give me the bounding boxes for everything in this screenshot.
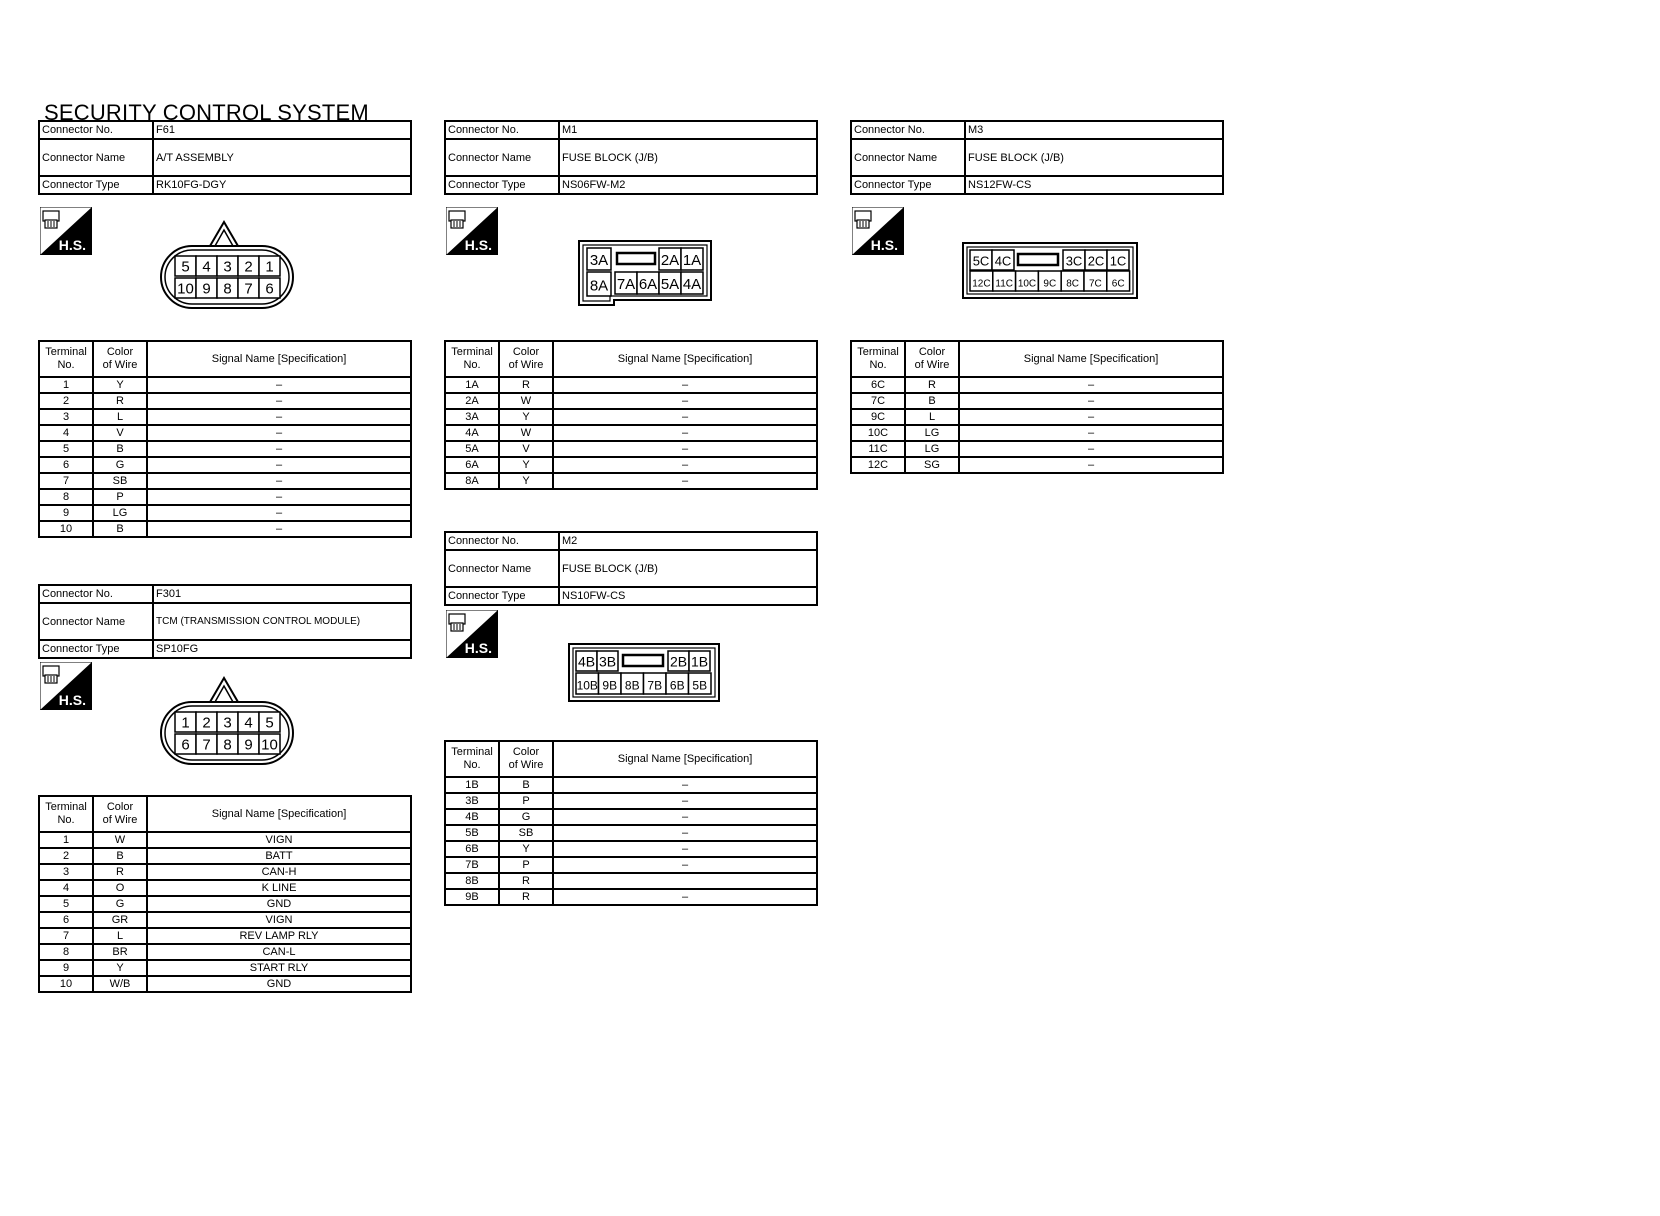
terminal-no-cell: 7B <box>445 857 499 873</box>
connector-no-label: Connector No. <box>39 585 153 603</box>
terminal-no-cell: 9 <box>39 505 93 521</box>
table-row <box>445 873 817 889</box>
connector-no-value: M2 <box>559 532 817 550</box>
wire-color-cell: GR <box>93 912 147 928</box>
signal-name-cell: – <box>553 473 817 489</box>
pin-label: 4C <box>994 253 1012 269</box>
wire-color-cell: G <box>93 457 147 473</box>
terminal-no-cell: 9 <box>39 960 93 976</box>
signal-name-cell: – <box>553 409 817 425</box>
table-row <box>445 809 817 825</box>
wire-color-cell: Y <box>499 409 553 425</box>
terminal-no-cell: 6B <box>445 841 499 857</box>
terminal-no-cell: 2A <box>445 393 499 409</box>
table-row <box>445 841 817 857</box>
connector-type-label: Connector Type <box>851 176 965 194</box>
wire-color-cell: R <box>93 393 147 409</box>
color-of-wire-header: Color of Wire <box>93 796 147 832</box>
terminal-no-cell: 11C <box>851 441 905 457</box>
signal-name-cell: – <box>553 857 817 873</box>
terminal-no-header: Terminal No. <box>445 741 499 777</box>
signal-name-cell: – <box>959 409 1223 425</box>
terminal-no-cell: 8 <box>39 944 93 960</box>
wire-color-cell: LG <box>93 505 147 521</box>
terminal-no-cell: 10 <box>39 521 93 537</box>
table-row <box>445 393 817 409</box>
connector-m3-info <box>850 120 1224 195</box>
signal-name-cell: CAN-L <box>147 944 411 960</box>
table-row <box>39 425 411 441</box>
table-row <box>39 409 411 425</box>
terminal-no-header: Terminal No. <box>39 341 93 377</box>
pin-label: 4B <box>577 653 596 670</box>
wire-color-cell: P <box>499 793 553 809</box>
signal-name-cell: – <box>553 889 817 905</box>
pin-label: 6B <box>669 678 685 693</box>
signal-name-cell: – <box>147 425 411 441</box>
color-of-wire-header: Color of Wire <box>499 341 553 377</box>
terminal-no-cell: 1A <box>445 377 499 393</box>
wire-color-cell: Y <box>93 960 147 976</box>
pin-label: 9 <box>202 280 211 298</box>
table-row <box>445 441 817 457</box>
signal-name-cell: – <box>147 409 411 425</box>
terminal-no-cell: 5 <box>39 441 93 457</box>
hs-icon <box>40 207 92 255</box>
signal-name-cell: K LINE <box>147 880 411 896</box>
signal-name-cell: GND <box>147 976 411 992</box>
connector-housing-icon <box>449 614 465 631</box>
connector-type-label: Connector Type <box>39 176 153 194</box>
connector-name-label: Connector Name <box>39 139 153 176</box>
table-row <box>39 912 411 928</box>
connector-no-label: Connector No. <box>39 121 153 139</box>
pin-label: 1 <box>265 258 274 276</box>
signal-name-cell: – <box>147 393 411 409</box>
color-of-wire-header: Color of Wire <box>499 741 553 777</box>
signal-name-cell: CAN-H <box>147 864 411 880</box>
hs-icon <box>446 207 498 255</box>
connector-f61-diagram <box>160 220 294 317</box>
signal-name-cell: – <box>553 377 817 393</box>
wire-color-cell: P <box>93 489 147 505</box>
connector-m1-pin-table <box>444 340 818 490</box>
connector-type-value: NS06FW-M2 <box>559 176 817 194</box>
wire-color-cell: Y <box>499 457 553 473</box>
wire-color-cell: SB <box>93 473 147 489</box>
table-row <box>851 425 1223 441</box>
pin-label: 5A <box>660 276 680 294</box>
signal-name-cell: – <box>147 441 411 457</box>
table-row <box>39 505 411 521</box>
pin-label: 3 <box>223 258 232 276</box>
terminal-no-cell: 3A <box>445 409 499 425</box>
pin-label: 6 <box>181 736 190 754</box>
pin-label: 7A <box>616 276 636 294</box>
signal-name-header: Signal Name [Specification] <box>959 341 1223 377</box>
terminal-no-cell: 5B <box>445 825 499 841</box>
terminal-no-cell: 9C <box>851 409 905 425</box>
terminal-no-cell: 8A <box>445 473 499 489</box>
pin-label: 4 <box>244 714 253 732</box>
connector-name-label: Connector Name <box>445 550 559 587</box>
table-row <box>445 825 817 841</box>
pin-label: 10 <box>177 280 194 298</box>
connector-no-label: Connector No. <box>445 121 559 139</box>
terminal-no-cell: 2 <box>39 848 93 864</box>
terminal-no-cell: 12C <box>851 457 905 473</box>
signal-name-cell: – <box>147 489 411 505</box>
pin-label: 1A <box>682 252 702 270</box>
pin-label: 10C <box>1017 278 1037 290</box>
connector-type-label: Connector Type <box>39 640 153 658</box>
connector-name-value: TCM (TRANSMISSION CONTROL MODULE) <box>153 603 411 640</box>
pin-label: 7 <box>202 736 211 754</box>
signal-name-cell: – <box>553 841 817 857</box>
connector-housing-icon <box>449 211 465 228</box>
terminal-no-cell: 3 <box>39 409 93 425</box>
connector-name-value: FUSE BLOCK (J/B) <box>559 139 817 176</box>
pin-label: 2B <box>669 653 688 670</box>
signal-name-cell: – <box>959 441 1223 457</box>
terminal-no-cell: 1 <box>39 377 93 393</box>
wire-color-cell: Y <box>93 377 147 393</box>
pin-label: 9C <box>1043 278 1057 290</box>
signal-name-cell: – <box>553 777 817 793</box>
pin-label: 12C <box>972 278 991 290</box>
pin-label: 2 <box>202 714 211 732</box>
wire-color-cell: V <box>499 441 553 457</box>
connector-type-value: NS10FW-CS <box>559 587 817 605</box>
table-row <box>851 377 1223 393</box>
table-row <box>445 425 817 441</box>
connector-housing-icon <box>43 211 59 228</box>
connector-no-value: F61 <box>153 121 411 139</box>
pin-label: 8C <box>1066 278 1079 290</box>
wire-color-cell: R <box>905 377 959 393</box>
signal-name-cell: – <box>553 425 817 441</box>
pin-label: 6 <box>265 280 274 298</box>
terminal-no-header: Terminal No. <box>851 341 905 377</box>
connector-no-value: F301 <box>153 585 411 603</box>
pin-label: 11C <box>995 278 1014 290</box>
connector-type-label: Connector Type <box>445 176 559 194</box>
wire-color-cell: L <box>905 409 959 425</box>
wire-color-cell: V <box>93 425 147 441</box>
signal-name-cell: GND <box>147 896 411 912</box>
table-row <box>851 409 1223 425</box>
terminal-no-cell: 6 <box>39 912 93 928</box>
table-row <box>445 793 817 809</box>
connector-m1-diagram <box>578 240 712 311</box>
pin-label: 1 <box>181 714 190 732</box>
table-row <box>39 928 411 944</box>
signal-name-header: Signal Name [Specification] <box>147 341 411 377</box>
connector-f301-diagram <box>160 676 294 773</box>
wire-color-cell: W <box>499 425 553 441</box>
hs-badge-label: H.S. <box>870 237 898 253</box>
connector-m1-info <box>444 120 818 195</box>
hs-icon <box>852 207 904 255</box>
table-row <box>39 473 411 489</box>
hs-icon <box>446 610 498 658</box>
pin-label: 7C <box>1089 278 1102 290</box>
pin-label: 5C <box>972 253 990 269</box>
terminal-no-cell: 4 <box>39 880 93 896</box>
pin-label: 8 <box>223 280 232 298</box>
signal-name-header: Signal Name [Specification] <box>147 796 411 832</box>
signal-name-cell: – <box>959 425 1223 441</box>
connector-f61-info <box>38 120 412 195</box>
signal-name-cell: – <box>553 809 817 825</box>
terminal-no-cell: 10 <box>39 976 93 992</box>
wire-color-cell: SG <box>905 457 959 473</box>
table-row <box>39 393 411 409</box>
connector-type-value: NS12FW-CS <box>965 176 1223 194</box>
signal-name-cell: VIGN <box>147 832 411 848</box>
pin-label: 3C <box>1065 253 1083 269</box>
terminal-no-cell: 10C <box>851 425 905 441</box>
pin-label: 5 <box>265 714 274 732</box>
wire-color-cell: P <box>499 857 553 873</box>
connector-type-value: RK10FG-DGY <box>153 176 411 194</box>
connector-m3-pin-table <box>850 340 1224 474</box>
terminal-no-cell: 4 <box>39 425 93 441</box>
wire-color-cell: SB <box>499 825 553 841</box>
table-row <box>39 976 411 992</box>
pin-label: 8A <box>589 277 609 295</box>
pin-label: 6C <box>1111 278 1125 290</box>
wire-color-cell: Y <box>499 841 553 857</box>
pin-label: 2A <box>660 252 680 270</box>
wire-color-cell: R <box>499 873 553 889</box>
terminal-no-cell: 6C <box>851 377 905 393</box>
pin-label: 2C <box>1087 253 1105 269</box>
pin-label: 5B <box>692 678 708 693</box>
pin-label: 10 <box>261 736 278 754</box>
signal-name-cell <box>553 873 817 889</box>
table-row <box>445 473 817 489</box>
hs-icon <box>40 662 92 710</box>
wire-color-cell: Y <box>499 473 553 489</box>
signal-name-cell: – <box>147 473 411 489</box>
pin-label: 3B <box>598 653 617 670</box>
wire-color-cell: W <box>93 832 147 848</box>
terminal-no-cell: 6 <box>39 457 93 473</box>
connector-name-label: Connector Name <box>39 603 153 640</box>
wire-color-cell: B <box>93 521 147 537</box>
table-row <box>39 896 411 912</box>
connector-type-label: Connector Type <box>445 587 559 605</box>
table-row <box>445 409 817 425</box>
pin-label: 7B <box>647 678 663 693</box>
wire-color-cell: G <box>499 809 553 825</box>
terminal-no-cell: 9B <box>445 889 499 905</box>
pin-label: 4 <box>202 258 211 276</box>
hs-badge-label: H.S. <box>58 692 86 708</box>
table-row <box>851 457 1223 473</box>
terminal-no-cell: 8B <box>445 873 499 889</box>
wire-color-cell: O <box>93 880 147 896</box>
table-row <box>39 960 411 976</box>
pin-label: 6A <box>638 276 658 294</box>
signal-name-cell: – <box>553 825 817 841</box>
signal-name-cell: – <box>147 457 411 473</box>
connector-no-label: Connector No. <box>445 532 559 550</box>
connector-name-label: Connector Name <box>445 139 559 176</box>
pin-label: 1B <box>690 653 709 670</box>
hs-badge-label: H.S. <box>58 237 86 253</box>
pin-label: 4A <box>682 276 702 294</box>
wire-color-cell: B <box>93 441 147 457</box>
pin-label: 9B <box>602 678 618 693</box>
pin-label: 10B <box>576 678 598 693</box>
connector-no-value: M1 <box>559 121 817 139</box>
table-row <box>39 944 411 960</box>
connector-m2-diagram <box>568 643 720 708</box>
signal-name-cell: START RLY <box>147 960 411 976</box>
signal-name-cell: VIGN <box>147 912 411 928</box>
table-row <box>851 393 1223 409</box>
connector-f301-pin-table <box>38 795 412 993</box>
connector-m2-info <box>444 531 818 606</box>
connector-name-label: Connector Name <box>851 139 965 176</box>
terminal-no-cell: 7 <box>39 473 93 489</box>
table-row <box>39 377 411 393</box>
table-row <box>445 457 817 473</box>
signal-name-cell: – <box>959 377 1223 393</box>
table-row <box>39 521 411 537</box>
signal-name-cell: – <box>553 441 817 457</box>
table-row <box>39 832 411 848</box>
terminal-no-cell: 3 <box>39 864 93 880</box>
terminal-no-cell: 3B <box>445 793 499 809</box>
signal-name-cell: – <box>553 457 817 473</box>
wire-color-cell: G <box>93 896 147 912</box>
wire-color-cell: L <box>93 409 147 425</box>
terminal-no-cell: 2 <box>39 393 93 409</box>
color-of-wire-header: Color of Wire <box>905 341 959 377</box>
connector-f61-pin-table <box>38 340 412 538</box>
wire-color-cell: B <box>93 848 147 864</box>
table-row <box>445 777 817 793</box>
signal-name-cell: – <box>553 793 817 809</box>
wire-color-cell: LG <box>905 425 959 441</box>
pin-label: 9 <box>244 736 253 754</box>
connector-no-label: Connector No. <box>851 121 965 139</box>
terminal-no-cell: 7C <box>851 393 905 409</box>
terminal-no-cell: 1B <box>445 777 499 793</box>
wire-color-cell: W <box>499 393 553 409</box>
pin-label: 3A <box>589 252 609 270</box>
table-row <box>445 889 817 905</box>
wire-color-cell: R <box>499 889 553 905</box>
signal-name-cell: – <box>147 521 411 537</box>
terminal-no-header: Terminal No. <box>445 341 499 377</box>
wire-color-cell: W/B <box>93 976 147 992</box>
terminal-no-cell: 5 <box>39 896 93 912</box>
signal-name-header: Signal Name [Specification] <box>553 341 817 377</box>
connector-name-value: A/T ASSEMBLY <box>153 139 411 176</box>
terminal-no-cell: 7 <box>39 928 93 944</box>
connector-name-value: FUSE BLOCK (J/B) <box>559 550 817 587</box>
wire-color-cell: B <box>499 777 553 793</box>
table-row <box>851 441 1223 457</box>
hs-badge-label: H.S. <box>464 640 492 656</box>
terminal-no-cell: 4A <box>445 425 499 441</box>
terminal-no-header: Terminal No. <box>39 796 93 832</box>
connector-m2-pin-table <box>444 740 818 906</box>
wire-color-cell: B <box>905 393 959 409</box>
terminal-no-cell: 6A <box>445 457 499 473</box>
pin-label: 5 <box>181 258 190 276</box>
table-row <box>39 457 411 473</box>
pin-label: 7 <box>244 280 253 298</box>
table-row <box>445 377 817 393</box>
signal-name-header: Signal Name [Specification] <box>553 741 817 777</box>
connector-housing-icon <box>855 211 871 228</box>
table-row <box>39 848 411 864</box>
pin-label: 1C <box>1109 253 1127 269</box>
signal-name-cell: – <box>959 457 1223 473</box>
connector-housing-icon <box>43 666 59 683</box>
connector-m3-diagram <box>962 242 1138 305</box>
signal-name-cell: – <box>959 393 1223 409</box>
hs-badge-label: H.S. <box>464 237 492 253</box>
table-row <box>445 857 817 873</box>
signal-name-cell: BATT <box>147 848 411 864</box>
signal-name-cell: – <box>147 377 411 393</box>
table-row <box>39 489 411 505</box>
pin-label: 2 <box>244 258 253 276</box>
terminal-no-cell: 1 <box>39 832 93 848</box>
signal-name-cell: REV LAMP RLY <box>147 928 411 944</box>
signal-name-cell: – <box>553 393 817 409</box>
terminal-no-cell: 4B <box>445 809 499 825</box>
wire-color-cell: R <box>93 864 147 880</box>
wire-color-cell: BR <box>93 944 147 960</box>
connector-name-value: FUSE BLOCK (J/B) <box>965 139 1223 176</box>
table-row <box>39 441 411 457</box>
terminal-no-cell: 8 <box>39 489 93 505</box>
connector-no-value: M3 <box>965 121 1223 139</box>
pin-label: 8 <box>223 736 232 754</box>
wire-color-cell: LG <box>905 441 959 457</box>
terminal-no-cell: 5A <box>445 441 499 457</box>
pin-label: 8B <box>624 678 640 693</box>
connector-type-value: SP10FG <box>153 640 411 658</box>
connector-f301-info <box>38 584 412 659</box>
page-title: SECURITY CONTROL SYSTEM <box>44 100 369 125</box>
signal-name-cell: – <box>147 505 411 521</box>
pin-label: 3 <box>223 714 232 732</box>
table-row <box>39 864 411 880</box>
table-row <box>39 880 411 896</box>
color-of-wire-header: Color of Wire <box>93 341 147 377</box>
wire-color-cell: R <box>499 377 553 393</box>
wire-color-cell: L <box>93 928 147 944</box>
